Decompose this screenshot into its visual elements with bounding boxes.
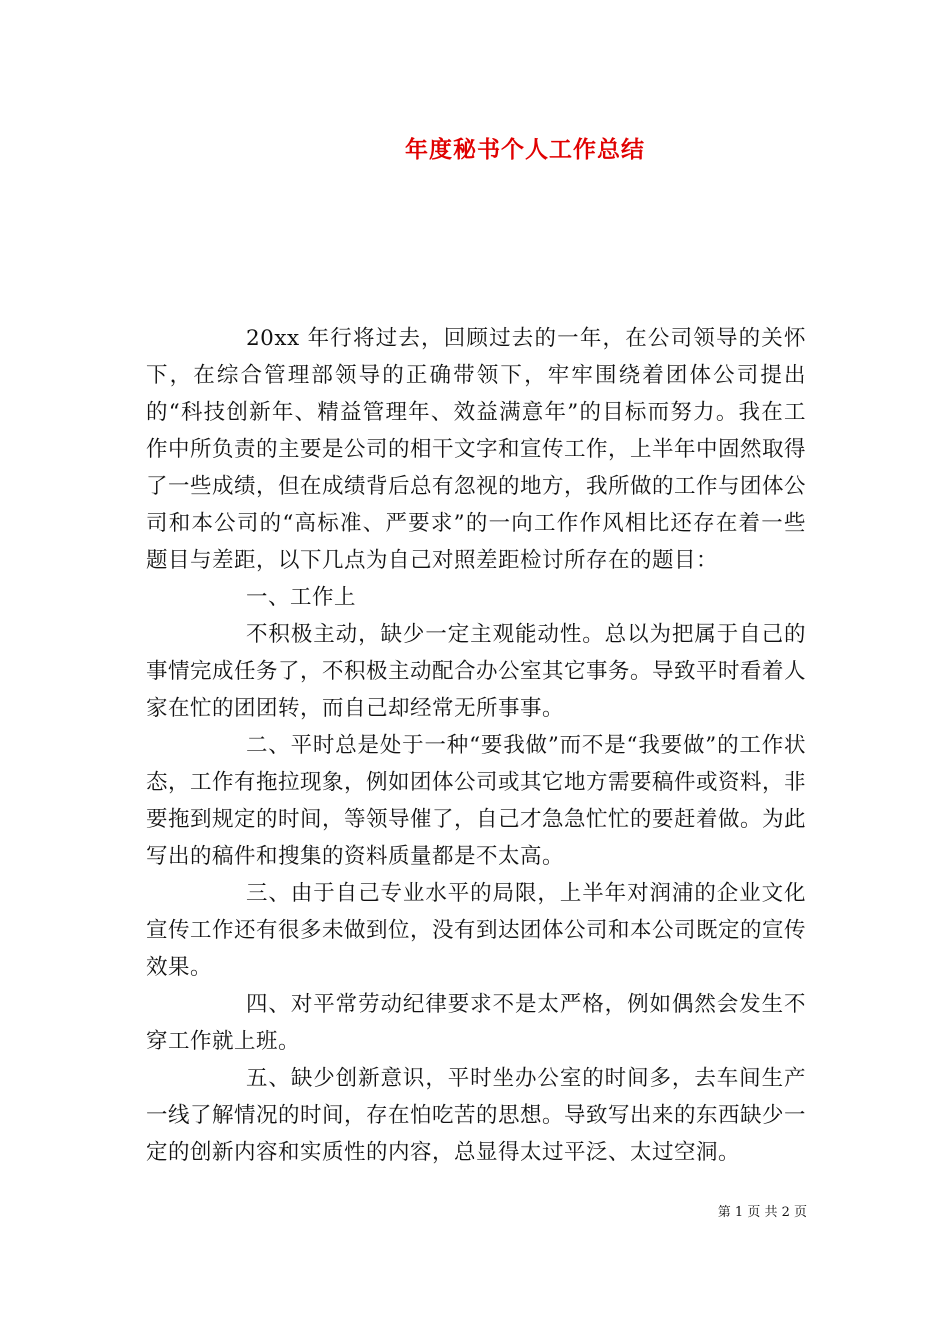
section-heading-work: 一、工作上 [246,585,357,610]
document-body [146,320,806,1171]
document-title: 年度秘书个人工作总结 [405,137,645,163]
intro-paragraph: 20xx 年行将过去，回顾过去的一年，在公司领导的关怀下，在综合管理部领导的正确带领下，牢牢围绕着团体公司提出的“科技创新年、精益管理年、效益满意年”的目标而努力。我在工作中所负责的主要是公司的相干文字和宣传工作，上半年中固然取得了一些成绩，但在成绩背后总有忽视的地方，我所做的工作与团体公司和本公司的“高标准、严要求”的一向工作作风相比还存在着一些题目与差距，以下几点为自己对照差距检讨所存在的题目： [146,326,807,573]
paragraph-innovation: 五、缺少创新意识，平时坐办公室的时间多，去车间生产一线了解情况的时间，存在怕吃苦的思想。导致写出来的东西缺少一定的创新内容和实质性的内容，总显得太过平泛、太过空洞。 [146,1066,807,1165]
paragraph-procrastination: 二、平时总是处于一种“要我做”而不是“我要做”的工作状态，工作有拖拉现象，例如团体公司或其它地方需要稿件或资料，非要拖到规定的时间，等领导催了，自己才急急忙忙的要赶着做。为此写出的稿件和搜集的资料质量都是不太高。 [146,733,807,869]
page-number-footer: 第 1 页 共 2 页 [717,1205,807,1220]
paragraph-discipline: 四、对平常劳动纪律要求不是太严格，例如偶然会发生不穿工作就上班。 [146,992,806,1054]
paragraph-professional-level: 三、由于自己专业水平的局限，上半年对润浦的企业文化宣传工作还有很多未做到位，没有到达团体公司和本公司既定的宣传效果。 [146,881,807,980]
paragraph-proactivity: 不积极主动，缺少一定主观能动性。总以为把属于自己的事情完成任务了，不积极主动配合办公室其它事务。导致平时看着人家在忙的团团转，而自己却经常无所事事。 [146,622,807,721]
